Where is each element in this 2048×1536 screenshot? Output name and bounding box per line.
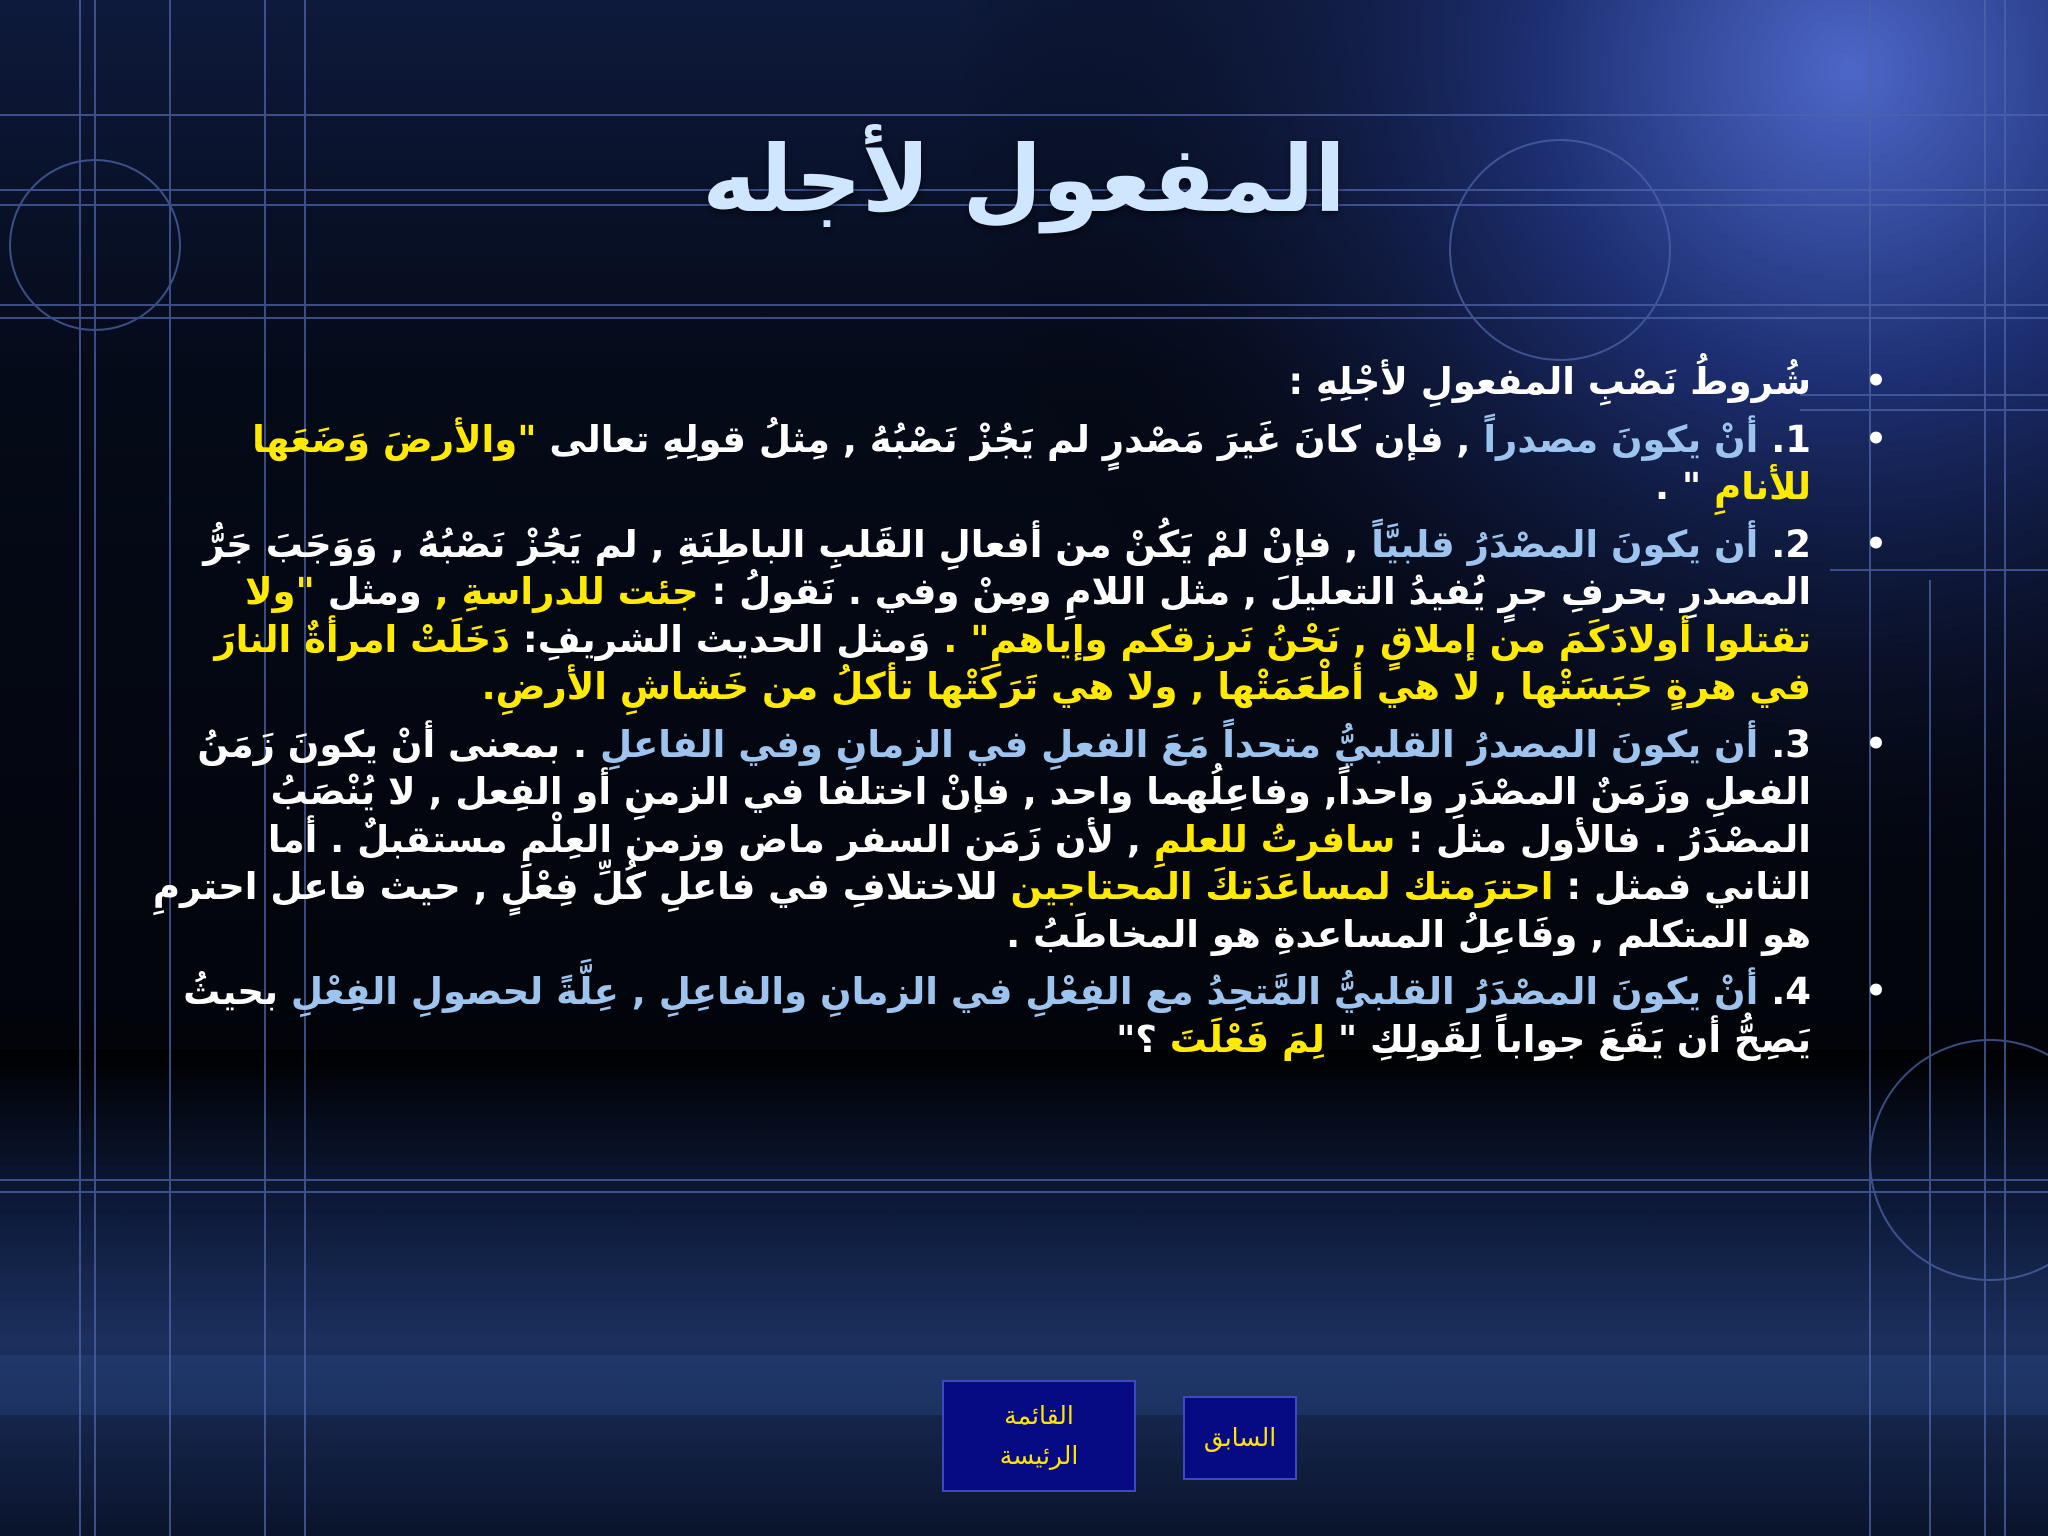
bullet-text-segment: ومثل (314, 570, 435, 613)
bullet-item (150, 416, 1895, 511)
bullet-text-segment: للاختلافِ في فاعلِ كُلِّ فِعْلٍ , حيث فاعل احترمِ هو المتكلم , وفَاعِلُ المساعدةِ هو المخاطَبُ . (152, 865, 1811, 956)
bullet-text-segment: بحيثُ يَصِحُّ أن يَقَعَ جواباً لِقَولِكِ " (183, 970, 1811, 1061)
bullet-text-segment: وَمثل الحديث الشريفِ: (510, 617, 944, 661)
bullet-text-segment: جئت للدراسةِ , (434, 570, 699, 613)
bullet-text-segment: شُروطُ نَصْبِ المفعولِ لأجْلِهِ : (1288, 360, 1811, 403)
bullet-dot: • (1865, 723, 1887, 764)
main-menu-label-line1: القائمة (1004, 1401, 1074, 1430)
bullet-dot: • (1865, 418, 1887, 459)
bullet-text-segment: 3. (1758, 722, 1811, 766)
main-menu-label-line2: الرئيسة (999, 1441, 1079, 1470)
bullet-item (150, 521, 1895, 711)
bullet-text-segment: لِمَ فَعْلَتَ (1169, 1017, 1325, 1061)
slide-content (150, 358, 1895, 1073)
bullet-item (150, 721, 1895, 959)
bullet-text-segment: " . (1655, 465, 1715, 508)
bullet-text-segment: أنْ يكونَ المصْدَرُ القلبيُّ المَّتحِدُ مع الفِعْلِ في الزمانِ والفاعِلِ , عِلَّةً لحصولِ الفِعْلِ (290, 970, 1759, 1013)
bullet-text-segment: 4. (1758, 970, 1811, 1013)
bullet-text-segment: أن يكونَ المصدرُ القلبيُّ متحداً مَعَ الفعلِ في الزمانِ وفي الفاعلِ (599, 722, 1759, 766)
bullet-item (150, 968, 1895, 1063)
bullet-item (150, 358, 1895, 406)
bullet-text-segment: ؟" (1116, 1017, 1170, 1061)
bullet-text-segment: . بمعنى أنْ يكونَ زَمَنُ الفعلِ وزَمَنٌ المصْدَرِ واحداً, وفاعِلُهما واحد , فإنْ اختلفا في الزمنِ أو الفِعل , لا يُنْصَبُ المصْدَرُ . فالأول مثل : (197, 722, 1811, 861)
bullet-text-segment: أنْ يكونَ مصدراً (1483, 417, 1759, 461)
bullet-text-segment: "والأرضَ وَضَعَها للأنامِ (252, 417, 1811, 508)
bullet-text-segment: احترَمتك لمساعَدَتكَ المحتاجين (1010, 865, 1554, 908)
bullet-text-segment: "ولا تقتلوا أولادَكَمَ من إملاقٍ , نَحْنُ نَرزقكم وإياهمِ" . (245, 570, 1811, 661)
bullet-text-segment: 1. (1758, 417, 1811, 461)
previous-button[interactable] (1183, 1396, 1297, 1480)
slide-title: المفعول لأجله (702, 126, 1346, 233)
bullet-text-segment: , فإن كانَ غَيرَ مَصْدرٍ لم يَجُزْ نَصْبُهُ , مِثلُ قولِهِ تعالى (536, 417, 1484, 461)
main-menu-button[interactable] (942, 1380, 1136, 1492)
bullet-dot: • (1865, 361, 1887, 401)
bullet-text-segment: , فإنْ لمْ يَكُنْ من أفعالِ القَلبِ الباطِنَةِ , لم يَجُزْ نَصْبُهُ , وَوَجَبَ جَرُّ المصدرِ بحرفِ جرٍ يُفيدُ التعليلَ , مثل اللامِ ومِنْ وفي . نَقولُ : (203, 522, 1811, 613)
bullet-dot: • (1865, 971, 1887, 1011)
bullet-text-segment: , لأن زَمَن السفر ماض وزمن العِلْمِ مستقبلٌ . أما الثاني فمثل : (267, 817, 1811, 908)
bullet-text-segment: أن يكونَ المصْدَرُ قلبيَّاً (1371, 522, 1759, 566)
bullet-text-segment: دَخَلَتْ امرأةٌ النارَ في هرةٍ حَبَسَتْها , لا هي أطْعَمَتْها , ولا هي تَرَكَتْها تأكلُ من خَشاشِ الأرضِ. (214, 617, 1811, 708)
bullet-text-segment: 2. (1758, 522, 1811, 566)
bullet-text-segment: سافرتُ للعلمِ (1153, 817, 1396, 861)
bullet-dot: • (1865, 523, 1887, 564)
previous-label: السابق (1203, 1423, 1277, 1452)
